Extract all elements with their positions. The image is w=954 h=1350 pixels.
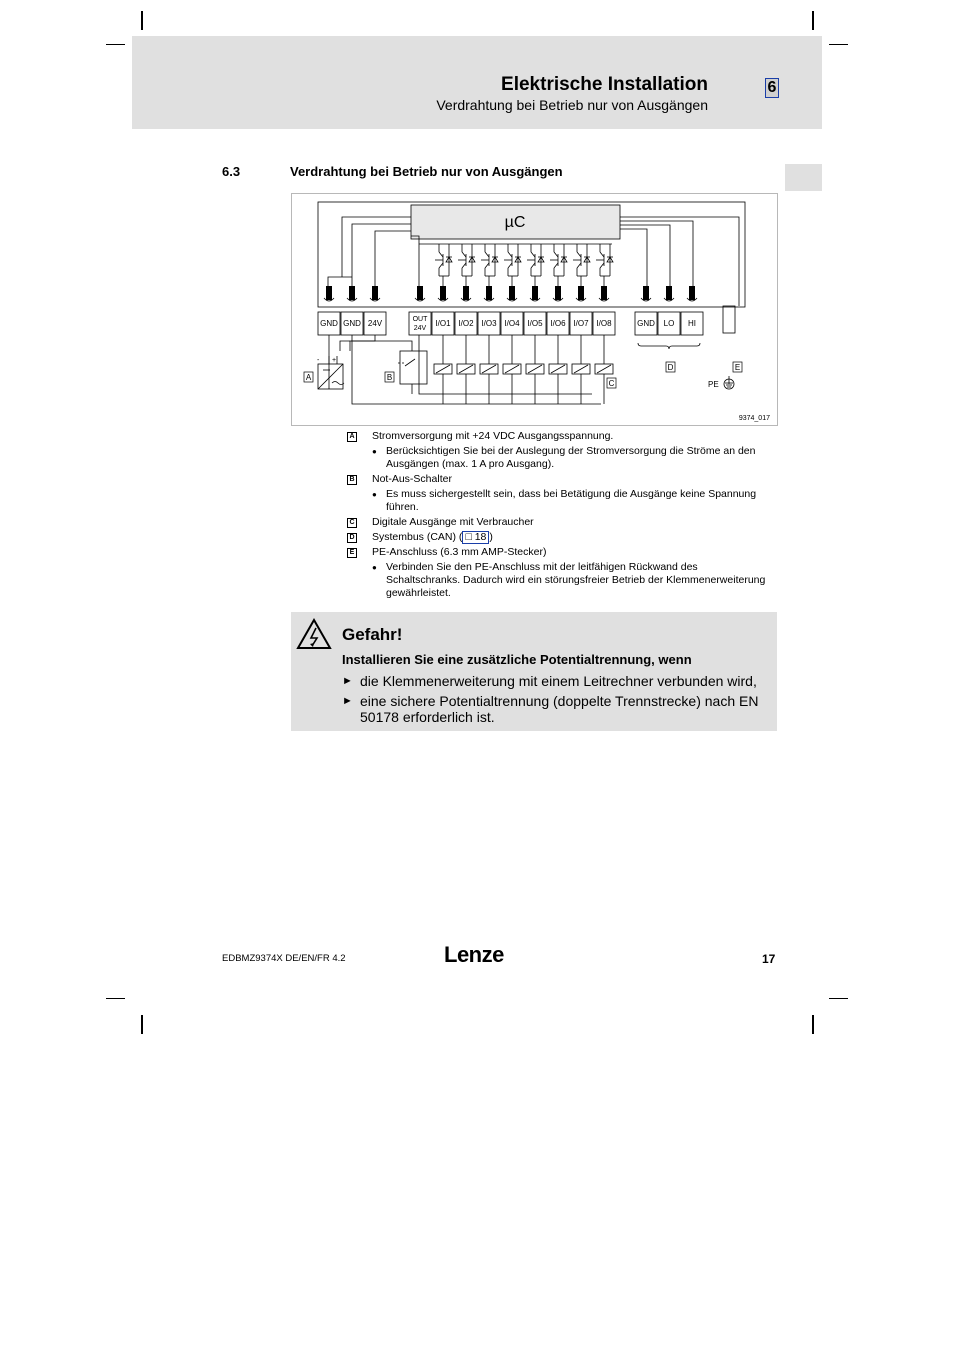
- mcu-label: µC: [504, 214, 526, 231]
- terminal-label: I/O7: [573, 319, 589, 328]
- legend-item-d: [347, 531, 772, 544]
- terminal-label: I/O6: [550, 319, 566, 328]
- legend-item-a: [347, 430, 772, 443]
- high-voltage-warning-icon: [296, 618, 332, 650]
- terminal-strip: [318, 286, 703, 335]
- transistor-8: [596, 244, 613, 291]
- legend-letter-b: B: [347, 475, 357, 485]
- danger-list-item: [342, 673, 772, 689]
- emergency-stop-switch: [400, 351, 427, 384]
- terminal-io-6: [547, 286, 569, 335]
- terminal-label: I/O3: [481, 319, 497, 328]
- crop-mark: [829, 44, 848, 45]
- legend-bullet-a: ● Berücksichtigen Sie bei der Auslegung der Stromversorgung die Ströme an den Ausgängen (max. 1 A pro Ausgang).: [347, 445, 772, 471]
- crop-mark: [106, 998, 125, 999]
- transistor-5: [527, 244, 544, 291]
- pe-terminal: [723, 306, 735, 333]
- terminal-io-7-plug: [578, 286, 584, 300]
- terminal-label: I/O1: [435, 319, 451, 328]
- crop-mark: [141, 1015, 143, 1034]
- marker-b: B: [386, 373, 393, 382]
- terminal-left-2-plug: [349, 286, 355, 300]
- legend-text-c: Digitale Ausgänge mit Verbraucher: [372, 516, 534, 528]
- terminal-left-2: [341, 286, 363, 335]
- terminal-io-5: [524, 286, 546, 335]
- terminal-io-2: [455, 286, 477, 335]
- page-ref-number: 18: [474, 531, 487, 543]
- header-subtitle: Verdrahtung bei Betrieb nur von Ausgängen: [436, 97, 708, 113]
- terminal-io-2-plug: [463, 286, 469, 300]
- pe-label: PE: [708, 380, 719, 389]
- terminal-can-2-plug: [666, 286, 672, 300]
- terminal-io-5-plug: [532, 286, 538, 300]
- terminal-can-1: [635, 286, 657, 335]
- load-8: [595, 335, 613, 404]
- terminal-left-3: [364, 286, 386, 335]
- terminal-io-6-plug: [555, 286, 561, 300]
- book-icon: □: [465, 531, 472, 543]
- terminal-io-1-plug: [440, 286, 446, 300]
- legend-text-d-post: ): [489, 531, 493, 543]
- danger-list: [342, 673, 772, 729]
- terminal-io-8-plug: [601, 286, 607, 300]
- terminal-out-line1: OUT: [412, 316, 428, 323]
- chapter-number[interactable]: 6: [765, 78, 779, 98]
- terminal-out-line2: 24V: [413, 325, 427, 332]
- arrow-right-icon: ►: [342, 695, 353, 707]
- terminal-label: GND: [320, 319, 338, 328]
- diagram-legend: [347, 430, 772, 600]
- footer-document-id: EDBMZ9374X DE/EN/FR 4.2: [222, 953, 346, 964]
- marker-d: D: [667, 363, 674, 372]
- page-header: [132, 36, 822, 129]
- figure-id: 9374_017: [738, 415, 770, 422]
- terminal-label: HI: [688, 319, 696, 328]
- terminal-label: LO: [663, 319, 675, 328]
- transistor-2: [458, 244, 475, 291]
- marker-c: C: [608, 379, 615, 388]
- transistor-6: [550, 244, 567, 291]
- legend-letter-c: C: [347, 518, 357, 528]
- crop-mark: [141, 11, 143, 30]
- crop-mark: [812, 11, 814, 30]
- terminal-io-4-plug: [509, 286, 515, 300]
- danger-item-text: eine sichere Potentialtrennung (doppelte Trennstrecke) nach EN 50178 erforderlich ist.: [360, 693, 759, 725]
- marker-e: E: [734, 363, 741, 372]
- danger-title: Gefahr!: [342, 625, 403, 644]
- can-bracket: [638, 343, 700, 349]
- legend-letter-a: A: [347, 432, 357, 442]
- legend-letter-d: D: [347, 533, 357, 543]
- legend-text-e: PE-Anschluss (6.3 mm AMP-Stecker): [372, 546, 547, 558]
- terminal-io-3-plug: [486, 286, 492, 300]
- page-number: 17: [762, 952, 776, 966]
- lenze-logo: Lenze: [444, 942, 504, 967]
- legend-letter-e: E: [347, 548, 357, 558]
- terminal-io-3: [478, 286, 500, 335]
- terminal-label: I/O5: [527, 319, 543, 328]
- transistor-7: [573, 244, 590, 291]
- terminal-io-7: [570, 286, 592, 335]
- terminal-label: I/O2: [458, 319, 474, 328]
- transistor-3: [481, 244, 498, 291]
- terminal-label: GND: [637, 319, 655, 328]
- section-number: 6.3: [222, 164, 241, 179]
- terminal-label: I/O4: [504, 319, 520, 328]
- header-title: Elektrische Installation: [501, 74, 708, 95]
- terminal-label: 24V: [367, 319, 383, 328]
- side-tab: [785, 164, 822, 191]
- terminal-out-24v-plug: [417, 286, 423, 300]
- legend-item-b: [347, 473, 772, 486]
- terminal-left-1-plug: [326, 286, 332, 300]
- arrow-right-icon: ►: [342, 675, 353, 687]
- terminal-can-3-plug: [689, 286, 695, 300]
- terminal-can-2: [658, 286, 680, 335]
- legend-item-c: [347, 516, 772, 529]
- danger-box: [291, 612, 777, 731]
- page-reference-link[interactable]: [462, 531, 489, 544]
- output-transistors: [435, 244, 613, 291]
- psu-plus: +: [332, 357, 337, 364]
- legend-bullet-b: ● Es muss sichergestellt sein, dass bei Betätigung die Ausgänge keine Spannung führen.: [347, 488, 772, 514]
- transistor-4: [504, 244, 521, 291]
- section-title: Verdrahtung bei Betrieb nur von Ausgängen: [290, 164, 563, 179]
- terminal-can-1-plug: [643, 286, 649, 300]
- legend-bullet-e: ● Verbinden Sie den PE-Anschluss mit der leitfähigen Rückwand des Schaltschranks. Dadurch wird ein störungsfreier Betrieb der Klemmenerweiterung gewährleistet.: [347, 561, 772, 600]
- crop-mark: [106, 44, 125, 45]
- legend-text-d-pre: Systembus (CAN) (: [372, 531, 463, 543]
- terminal-label: I/O8: [596, 319, 612, 328]
- terminal-label: GND: [343, 319, 361, 328]
- crop-mark: [829, 998, 848, 999]
- terminal-out-24v: [409, 286, 431, 335]
- psu-minus: -: [317, 357, 320, 364]
- legend-text-a: Stromversorgung mit +24 VDC Ausgangsspannung.: [372, 430, 614, 442]
- terminal-left-1: [318, 286, 340, 335]
- wiring-diagram: [291, 193, 778, 426]
- transistor-1: [435, 244, 452, 291]
- terminal-io-8: [593, 286, 615, 335]
- terminal-can-3: [681, 286, 703, 335]
- marker-a: A: [305, 373, 312, 382]
- danger-list-item: [342, 693, 772, 725]
- legend-text-b: Not-Aus-Schalter: [372, 473, 452, 485]
- terminal-left-3-plug: [372, 286, 378, 300]
- terminal-io-1: [432, 286, 454, 335]
- legend-item-e: [347, 546, 772, 559]
- danger-lead: Installieren Sie eine zusätzliche Potentialtrennung, wenn: [342, 652, 692, 667]
- danger-item-text: die Klemmenerweiterung mit einem Leitrechner verbunden wird,: [360, 673, 757, 689]
- crop-mark: [812, 1015, 814, 1034]
- terminal-io-4: [501, 286, 523, 335]
